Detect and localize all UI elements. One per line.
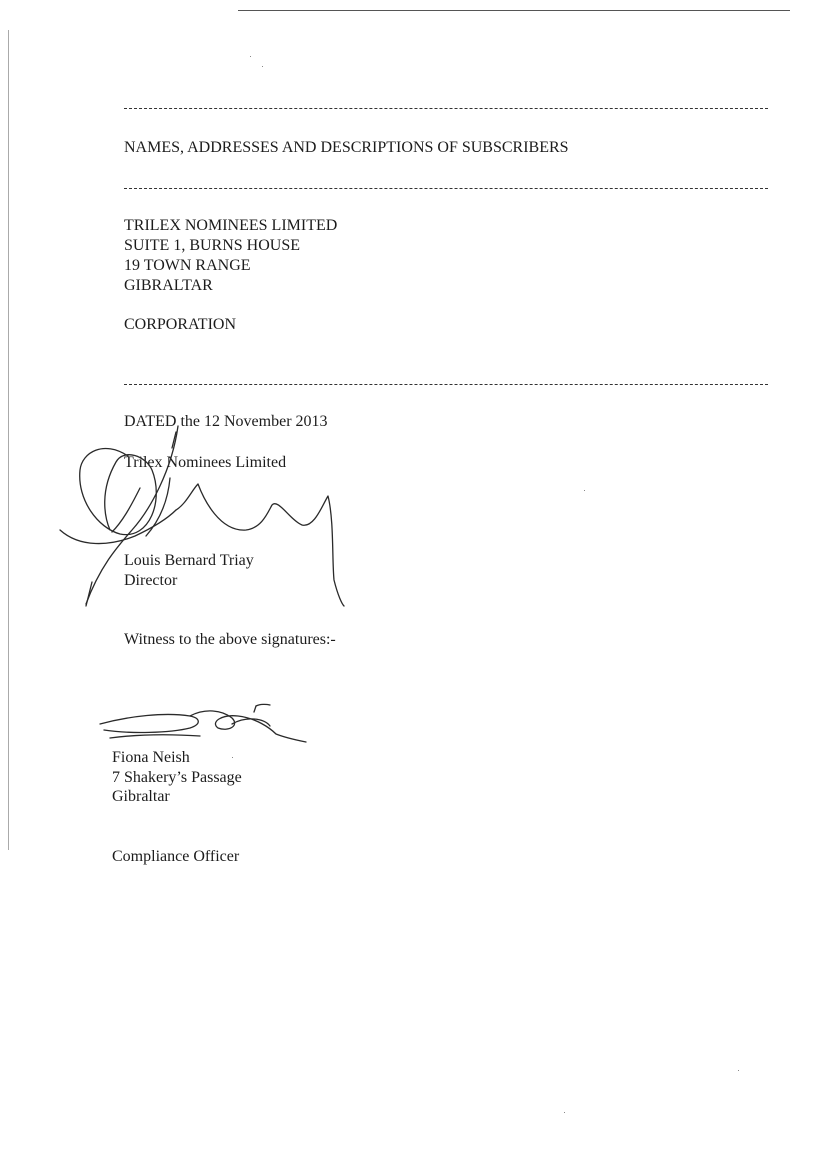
- witness-address-line: 7 Shakery’s Passage: [112, 769, 242, 786]
- divider-top: [124, 108, 768, 109]
- witness-address-line: Gibraltar: [112, 788, 170, 805]
- scan-speck: [232, 757, 233, 758]
- subscriber-address-line: GIBRALTAR: [124, 277, 213, 294]
- divider-heading: [124, 188, 768, 189]
- signatory-name: Louis Bernard Triay: [124, 552, 254, 569]
- dated-line: DATED the 12 November 2013: [124, 413, 328, 430]
- section-heading: NAMES, ADDRESSES AND DESCRIPTIONS OF SUBSCRIBERS: [124, 139, 569, 156]
- subscriber-address-line: SUITE 1, BURNS HOUSE: [124, 237, 301, 254]
- divider-subscriber: [124, 384, 768, 385]
- scan-speck: [262, 66, 263, 67]
- scan-speck: [564, 1112, 565, 1113]
- subscriber-name: TRILEX NOMINEES LIMITED: [124, 217, 338, 234]
- subscriber-address-line: 19 TOWN RANGE: [124, 257, 251, 274]
- subscriber-description: CORPORATION: [124, 316, 237, 333]
- scan-edge-left: [8, 30, 9, 850]
- witness-name: Fiona Neish: [112, 749, 190, 766]
- witness-title: Compliance Officer: [112, 848, 240, 865]
- witness-label: Witness to the above signatures:-: [124, 631, 336, 648]
- signatory-title: Director: [124, 572, 178, 589]
- scan-speck: [584, 490, 585, 491]
- scan-edge-top: [238, 10, 790, 11]
- signatory-company: Trilex Nominees Limited: [124, 454, 287, 471]
- scan-speck: [738, 1070, 739, 1071]
- scan-speck: [250, 56, 251, 57]
